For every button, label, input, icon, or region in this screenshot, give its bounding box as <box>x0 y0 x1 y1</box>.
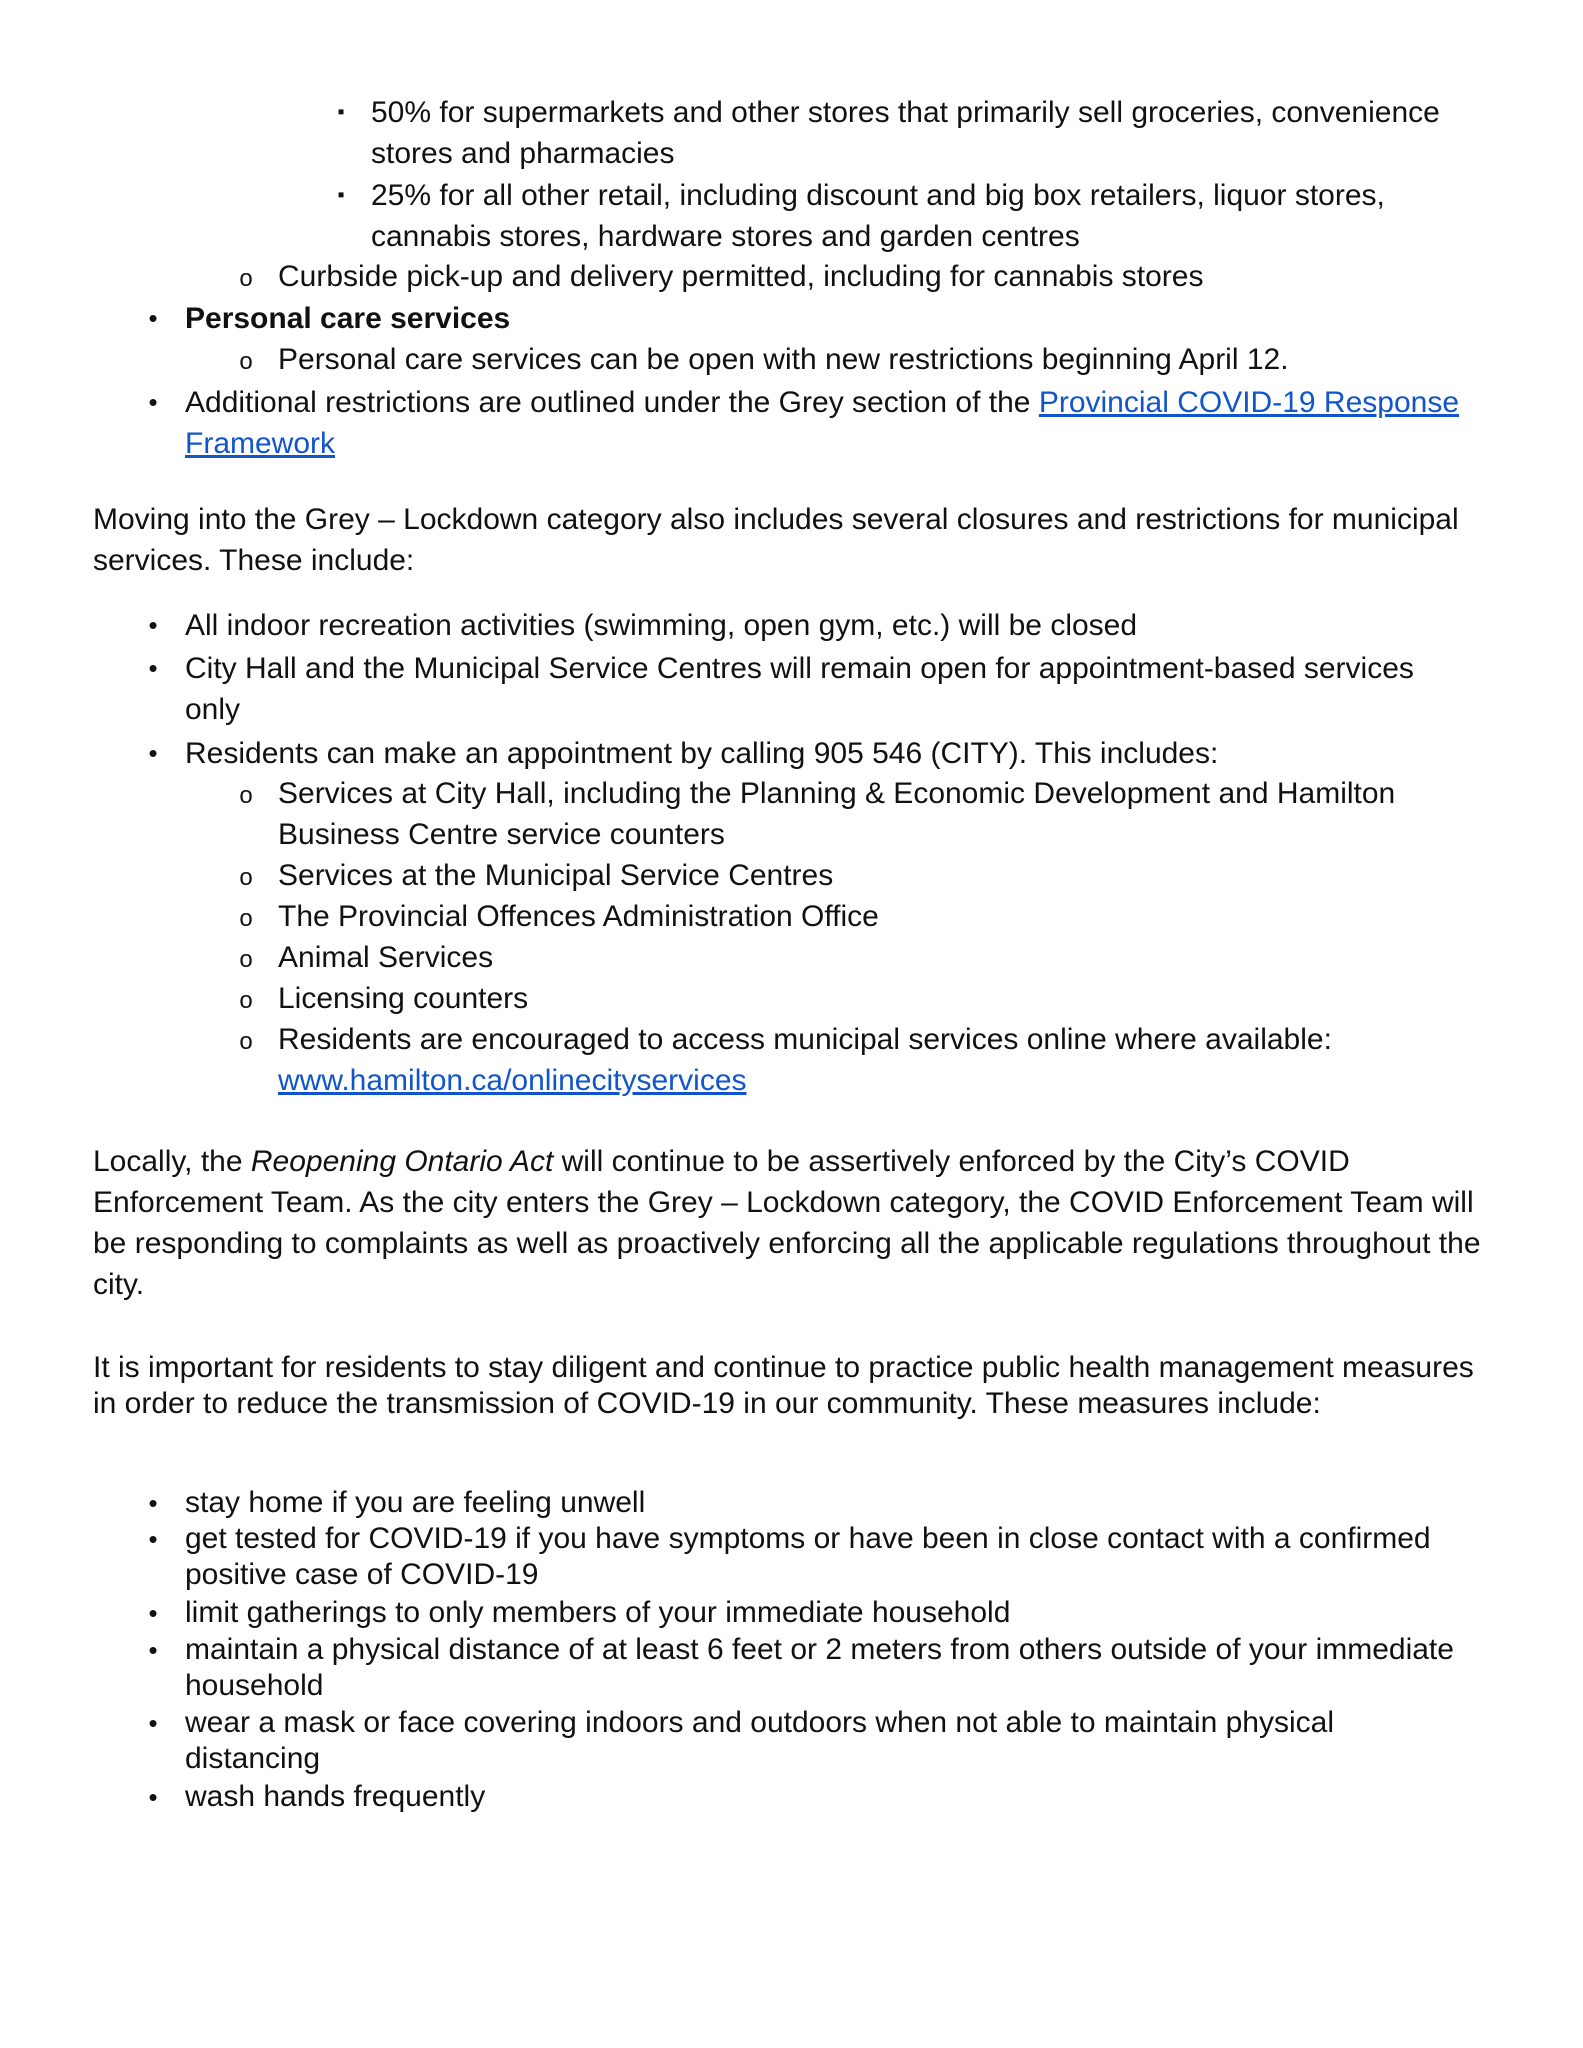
square-bullet-icon: ▪ <box>337 184 345 206</box>
list-item: • City Hall and the Municipal Service Centres will remain open for appointment-based services only <box>185 648 1475 730</box>
list-item: ▪ 50% for supermarkets and other stores that primarily sell groceries, convenience stores and pharmacies <box>371 92 1481 174</box>
bullet-icon: • <box>148 1524 158 1554</box>
list-item <box>148 298 1475 339</box>
bullet-icon: • <box>148 1488 158 1518</box>
list-item: • Additional restrictions are outlined under the Grey section of the Provincial COVID-19 Response Framework <box>185 382 1475 464</box>
circle-bullet-icon: o <box>239 864 253 891</box>
list-item: ▪ 25% for all other retail, including discount and big box retailers, liquor stores, cannabis stores, hardware stores and garden centres <box>371 175 1481 257</box>
list-item: o Curbside pick-up and delivery permitted, including for cannabis stores <box>278 256 1478 297</box>
bullet-icon: • <box>148 1782 158 1812</box>
list-item: • get tested for COVID-19 if you have symptoms or have been in close contact with a confirmed positive case of COVID-19 <box>185 1521 1475 1593</box>
list-item: • limit gatherings to only members of your immediate household <box>185 1595 1475 1631</box>
list-item: • wear a mask or face covering indoors and outdoors when not able to maintain physical distancing <box>185 1705 1475 1777</box>
section-heading: Personal care services <box>185 302 511 335</box>
list-item: • wash hands frequently <box>185 1779 1475 1815</box>
bullet-icon: • <box>148 738 158 768</box>
paragraph: It is important for residents to stay diligent and continue to practice public health management measures in order to reduce the transmission of COVID-19 in our community. These measures include: <box>93 1351 1474 1420</box>
circle-bullet-icon: o <box>239 782 253 809</box>
online-services-link-wrap <box>278 1060 1478 1101</box>
circle-bullet-icon: o <box>239 1028 253 1055</box>
paragraph: Locally, the Reopening Ontario Act will continue to be assertively enforced by the City’s COVID Enforcement Team. As the city enters the Grey – Lockdown category, the COVID Enforcement Team will be responding to complaints as well as proactively enforcing all the applicable regulations throughout the city. <box>93 1145 1481 1301</box>
list-item: • stay home if you are feeling unwell <box>185 1485 1475 1521</box>
paragraph: Moving into the Grey – Lockdown category also includes several closures and restrictions for municipal services. These include: <box>93 503 1459 577</box>
list-item: o Personal care services can be open with new restrictions beginning April 12. <box>278 339 1478 380</box>
act-title: Reopening Ontario Act <box>250 1145 554 1178</box>
bullet-icon: • <box>148 303 158 333</box>
list-item: o Licensing counters <box>278 978 1478 1019</box>
circle-bullet-icon: o <box>239 946 253 973</box>
online-services-link[interactable]: www.hamilton.ca/onlinecityservices <box>278 1064 747 1097</box>
list-item: • All indoor recreation activities (swimming, open gym, etc.) will be closed <box>185 605 1475 646</box>
bullet-icon: • <box>148 653 158 683</box>
list-item: • Residents can make an appointment by calling 905 546 (CITY). This includes: <box>185 733 1475 774</box>
circle-bullet-icon: o <box>239 348 253 375</box>
list-item: o Residents are encouraged to access municipal services online where available: <box>278 1019 1478 1060</box>
circle-bullet-icon: o <box>239 905 253 932</box>
bullet-icon: • <box>148 610 158 640</box>
bullet-icon: • <box>148 1635 158 1665</box>
list-item: o Services at the Municipal Service Centres <box>278 855 1478 896</box>
list-item: o The Provincial Offences Administration Office <box>278 896 1478 937</box>
bullet-icon: • <box>148 387 158 417</box>
framework-link[interactable]: Provincial COVID-19 Response Framework <box>185 386 1460 460</box>
circle-bullet-icon: o <box>239 265 253 292</box>
circle-bullet-icon: o <box>239 987 253 1014</box>
bullet-icon: • <box>148 1708 158 1738</box>
list-item: o Services at City Hall, including the Planning & Economic Development and Hamilton Business Centre service counters <box>278 773 1478 855</box>
square-bullet-icon: ▪ <box>337 101 345 123</box>
list-item: o Animal Services <box>278 937 1478 978</box>
bullet-icon: • <box>148 1598 158 1628</box>
list-item: • maintain a physical distance of at least 6 feet or 2 meters from others outside of your immediate household <box>185 1632 1475 1704</box>
